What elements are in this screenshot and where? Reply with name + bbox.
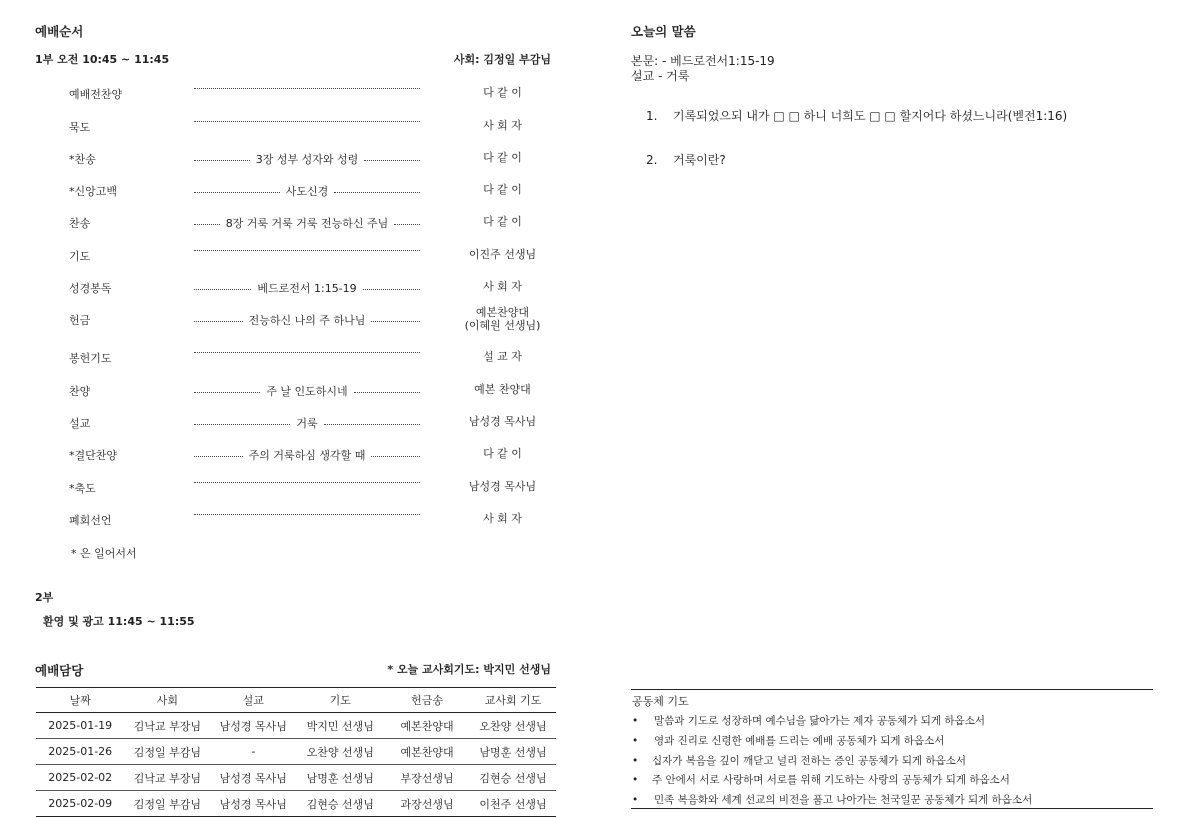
column-header: 기도 <box>296 688 384 713</box>
order-item-detail: 주 날 인도하시네 <box>266 385 348 398</box>
prayer-title: 공동체 기도 <box>632 695 689 708</box>
order-item-person: 사 회 자 <box>483 119 522 132</box>
order-item-name: *찬송 <box>69 153 96 166</box>
word-title: 오늘의 말씀 <box>631 24 696 39</box>
host-label: 사회: 김정일 부감님 <box>453 53 551 66</box>
order-item-person: 남성경 목사님 <box>468 415 537 428</box>
table-cell: 2025-01-19 <box>36 713 124 739</box>
order-item-name: 헌금 <box>69 314 91 327</box>
table-cell: 예본찬양대 <box>384 713 470 739</box>
order-item-detail: 전능하신 나의 주 하나님 <box>248 314 366 327</box>
leader-dots <box>194 192 280 193</box>
leader-dots <box>194 160 250 161</box>
prayer-item-text: 십자가 복음을 깊이 깨닫고 널리 전하는 증인 공동체가 되게 하옵소서 <box>652 755 967 767</box>
order-item <box>0 86 560 106</box>
table-header-row <box>36 688 556 713</box>
column-header: 교사회 기도 <box>470 688 556 713</box>
order-item-leader <box>194 350 420 353</box>
table-cell: 2025-01-26 <box>36 739 124 765</box>
word-item <box>646 151 726 168</box>
table-cell: 남성경 목사님 <box>210 791 296 817</box>
part2-item: 환영 및 광고 11:45 ~ 11:55 <box>43 615 195 628</box>
order-item-name: 폐회선언 <box>69 514 112 527</box>
leader-dots <box>194 352 420 353</box>
order-item-leader <box>194 512 420 515</box>
table-row <box>36 739 556 765</box>
duty-table <box>36 687 556 817</box>
order-item <box>0 280 560 300</box>
table-row <box>36 713 556 739</box>
bullet-icon: • <box>632 755 639 767</box>
part1-heading: 1부 오전 10:45 ~ 11:45 <box>35 53 170 66</box>
table-cell: 박지민 선생님 <box>296 713 384 739</box>
table-cell: 과장선생님 <box>384 791 470 817</box>
bullet-icon: • <box>632 774 639 786</box>
leader-dots <box>363 289 420 290</box>
order-item-name: 예배전찬양 <box>69 88 123 101</box>
table-cell: 남명훈 선생님 <box>296 765 384 791</box>
order-title: 예배순서 <box>35 24 84 39</box>
table-cell: 남성경 목사님 <box>210 765 296 791</box>
leader-dots <box>194 424 290 425</box>
leader-dots <box>354 392 420 393</box>
order-item-person: 다 같 이 <box>483 151 522 164</box>
word-item-number: 1. <box>646 109 658 123</box>
word-item-text: 기록되었으되 내가 □ □ 하니 너희도 □ □ 할지어다 하셨느니라(벧전1:16) <box>673 109 1068 123</box>
column-header: 사회 <box>124 688 210 713</box>
order-item-person: 남성경 목사님 <box>468 480 537 493</box>
column-header: 날짜 <box>36 688 124 713</box>
table-row <box>36 765 556 791</box>
table-cell: 김현승 선생님 <box>470 765 556 791</box>
order-item-person: 설 교 자 <box>483 350 522 363</box>
order-item <box>0 215 560 235</box>
leader-dots <box>194 514 420 515</box>
order-item-leader <box>194 312 420 328</box>
order-item-leader <box>194 183 420 199</box>
word-item-number: 2. <box>646 153 658 167</box>
table-cell: 남명훈 선생님 <box>470 739 556 765</box>
table-cell: 김정일 부감님 <box>124 739 210 765</box>
sermon-title: 설교 - 거룩 <box>631 69 690 83</box>
table-cell: 남성경 목사님 <box>210 713 296 739</box>
leader-dots <box>324 424 420 425</box>
prayer-item-text: 영과 진리로 신령한 예배를 드리는 예배 공동체가 되게 하옵소서 <box>654 735 945 747</box>
order-item-person: 예본찬양대 (이혜원 선생님) <box>464 306 541 332</box>
order-item-name: 기도 <box>69 250 91 263</box>
order-item-leader <box>194 383 420 399</box>
prayer-item-text: 주 안에서 서로 사랑하며 서로를 위해 기도하는 사랑의 공동체가 되게 하옵소서 <box>652 774 1010 786</box>
order-item-leader <box>194 248 420 251</box>
duty-title: 예배담당 <box>35 663 84 678</box>
table-cell: 김낙교 부장님 <box>124 713 210 739</box>
order-item <box>0 248 560 268</box>
order-item <box>0 119 560 139</box>
word-item <box>646 107 1067 124</box>
table-row <box>36 791 556 817</box>
prayer-item <box>632 753 966 768</box>
order-item-person: 사 회 자 <box>483 512 522 525</box>
table-cell: 이천주 선생님 <box>470 791 556 817</box>
order-item <box>0 151 560 171</box>
prayer-item <box>632 713 985 728</box>
order-item-person: 이진주 선생님 <box>468 248 537 261</box>
order-item <box>0 383 560 403</box>
leader-dots <box>371 456 420 457</box>
order-item <box>0 512 560 532</box>
order-item <box>0 183 560 203</box>
order-item-leader <box>194 151 420 167</box>
table-cell: 부장선생님 <box>384 765 470 791</box>
order-item-leader <box>194 215 420 231</box>
order-item-person: 다 같 이 <box>483 447 522 460</box>
leader-dots <box>194 456 243 457</box>
order-item-name: *축도 <box>69 482 96 495</box>
order-item-name: *결단찬양 <box>69 449 118 462</box>
order-item-detail: 8장 거룩 거룩 거룩 전능하신 주님 <box>225 217 389 230</box>
leader-dots <box>364 160 420 161</box>
table-cell: 김현승 선생님 <box>296 791 384 817</box>
prayer-item-text: 민족 복음화와 세계 선교의 비전을 품고 나아가는 천국일꾼 공동체가 되게 하옵소서 <box>654 794 1033 806</box>
order-item-leader <box>194 480 420 483</box>
standing-footnote: * 은 일어서서 <box>71 547 137 560</box>
bullet-icon: • <box>632 735 639 747</box>
column-header: 헌금송 <box>384 688 470 713</box>
teacher-prayer-label: * 오늘 교사회기도: 박지민 선생님 <box>387 663 551 676</box>
order-item-leader <box>194 415 420 431</box>
table-cell: 오찬양 선생님 <box>470 713 556 739</box>
prayer-item <box>632 772 1010 787</box>
order-item-detail: 거룩 <box>296 417 318 430</box>
bullet-icon: • <box>632 715 639 727</box>
table-cell: 오찬양 선생님 <box>296 739 384 765</box>
order-item <box>0 480 560 500</box>
word-item-text: 거룩이란? <box>673 153 726 167</box>
order-item-name: 찬송 <box>69 217 91 230</box>
order-item-name: 찬양 <box>69 385 91 398</box>
order-item-detail: 주의 거룩하심 생각할 때 <box>248 449 366 462</box>
order-item <box>0 306 560 332</box>
order-item-leader <box>194 119 420 122</box>
order-item-leader <box>194 280 420 296</box>
prayer-item <box>632 792 1032 807</box>
order-item-name: 성경봉독 <box>69 282 112 295</box>
order-item-person: 다 같 이 <box>483 215 522 228</box>
community-prayer-box <box>631 689 1153 809</box>
leader-dots <box>194 121 420 122</box>
order-item-person: 다 같 이 <box>483 183 522 196</box>
order-item-name: 봉헌기도 <box>69 352 112 365</box>
leader-dots <box>194 482 420 483</box>
table-cell: 김낙교 부장님 <box>124 765 210 791</box>
prayer-item-text: 말씀과 기도로 성장하며 예수님을 닮아가는 제자 공동체가 되게 하옵소서 <box>654 715 985 727</box>
order-item-name: 설교 <box>69 417 91 430</box>
order-item-person: 예본 찬양대 <box>474 383 531 396</box>
table-cell: 김정일 부감님 <box>124 791 210 817</box>
leader-dots <box>334 192 420 193</box>
order-item <box>0 415 560 435</box>
leader-dots <box>194 289 251 290</box>
table-cell: 예본찬양대 <box>384 739 470 765</box>
order-item-detail: 3장 성부 성자와 성령 <box>255 153 359 166</box>
order-item-person: 사 회 자 <box>483 280 522 293</box>
bullet-icon: • <box>632 794 639 806</box>
leader-dots <box>194 250 420 251</box>
part2-heading: 2부 <box>35 591 54 604</box>
order-item-name: 묵도 <box>69 121 91 134</box>
table-cell: 2025-02-02 <box>36 765 124 791</box>
leader-dots <box>194 392 260 393</box>
table-cell: - <box>210 739 296 765</box>
leader-dots <box>394 224 420 225</box>
table-cell: 2025-02-09 <box>36 791 124 817</box>
order-item <box>0 447 560 467</box>
order-item <box>0 350 560 370</box>
order-item-person: 다 같 이 <box>483 86 522 99</box>
prayer-item <box>632 733 944 748</box>
leader-dots <box>194 224 220 225</box>
leader-dots <box>194 321 243 322</box>
column-header: 설교 <box>210 688 296 713</box>
order-item-detail: 사도신경 <box>285 185 329 198</box>
scripture-reference: 본문: - 베드로전서1:15-19 <box>631 54 775 68</box>
leader-dots <box>194 88 420 89</box>
leader-dots <box>371 321 420 322</box>
order-item-leader <box>194 86 420 89</box>
order-item-detail: 베드로전서 1:15-19 <box>257 282 357 295</box>
order-item-leader <box>194 447 420 463</box>
order-item-name: *신앙고백 <box>69 185 118 198</box>
